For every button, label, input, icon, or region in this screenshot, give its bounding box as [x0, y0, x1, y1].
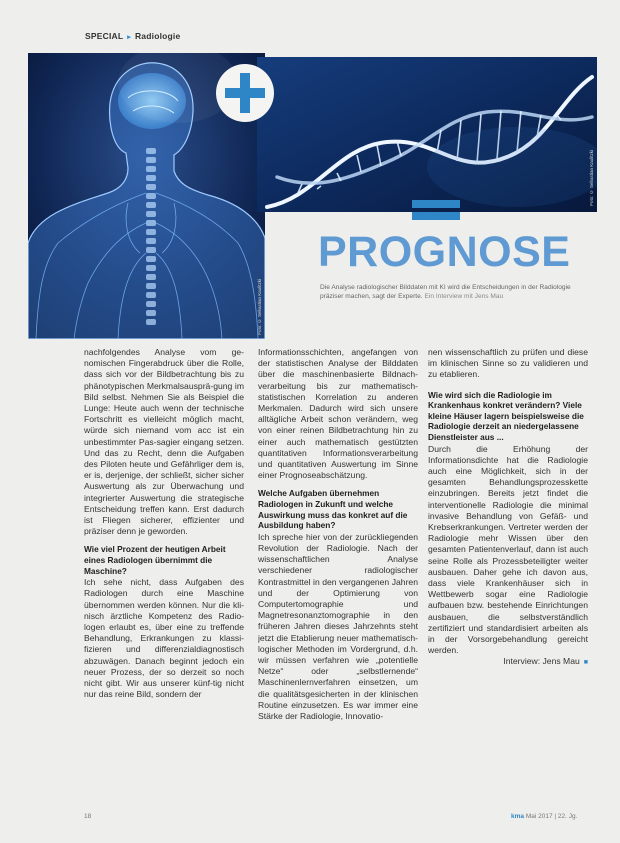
arrow-right-icon: ▸	[127, 34, 131, 41]
lead-author: Ein Interview mit Jens Mau	[424, 293, 504, 301]
end-mark-icon: ■	[583, 659, 588, 667]
interview-signature	[428, 656, 588, 668]
issue-date: Mai 2017 | 22. Jg.	[525, 813, 578, 820]
body-paragraph: Informationsschichten, angefangen von der statistischen Analyse der Bilddaten über die maschinenbasierte Bildnach-verarbeitung bis zur mathematisch-statistischen Korrelation zu anderen Merkmalen. Dadurch wird sich unsere alltägliche Arbeit schon verändern, weg von einer reinen Bildbetrachtung hin zu einer auch mathematisch gestützten quantitativen Informationsverarbeitung und quantitativen Auswertung im Sinne einer Prognoseabschätzung.	[258, 347, 418, 481]
text-column-2	[258, 347, 418, 722]
body-paragraph: Durch die Erhöhung der Informationsdichte hat die Radiologie auch eine Möglichkeit, sich in der gesamten Behandlungsprozesskette einzubringen. Bereits jetzt findet die interventionelle Radiologie die minimal invasive Behandlung von Gefäß- und Krebserkrankungen. Vertreter werden der Radiologie mehr Wissen über den gesamten Patientenverlauf, dann ist auch seine Rolle als Prozessbeteiligter weiter ausbauen. Daher gehe ich davon aus, dass viele Krankenhäuser sich in Wettbewerb sogar eine Radiologie aufbauen bzw. bestehende Einrichtungen ausbauen, die selbstverständlich zertifiziert und standardisiert arbeiten als in der Vorsorgebehandlung gereicht werden.	[428, 443, 588, 656]
article-lead	[320, 283, 588, 302]
magazine-brand: kma	[511, 813, 525, 820]
body-paragraph: nachfolgendes Analyse vom ge-nomischen Fingerabdruck über die Rolle, dass sich vor der Bildbetrachtung bis zu phänotypischen Merkmalsausprä-gung im Bild selbst. Nehmen Sie als Beispiel die Lunge: Heute auch wenn der technische Fortschritt es vielleicht möglich macht, würde sich niemand vom acc ist ein unbestimmter Pas-sagier eingang setzen. Und das zu Recht, denn die Aufgaben des Piloten heute und Gefährliger dem is, er is, derjenige, der schließt, sicher sicher Auswertung als zur Überwachung und integrierter Auswertung die strategische Entscheidung treffen kann. Erst dadurch ist Fliegen sicherer, effizienter und präziser denn je geworden.	[84, 347, 244, 537]
lead-text: Die Analyse radiologischer Bilddaten mit KI wird die Entscheidungen in der Radiologie präziser machen, sagt der Experte.	[320, 284, 571, 301]
article-title: PROGNOSE	[318, 228, 571, 276]
page-number: 18	[84, 813, 92, 820]
body-photo-credit: Foto: © Sebastian Kaulitzki	[257, 279, 262, 335]
dna-photo-credit: Foto: © Sebastian Kaulitzki	[589, 150, 594, 206]
text-column-1	[84, 347, 244, 700]
dna-helix-image	[257, 57, 597, 212]
body-paragraph: Ich spreche hier von der zurückliegenden Revolution der Radiologie. Nach der wissenschaftlichen Analyse verschiedener radiologischer Kontrastmittel in den vergangenen Jahren und der Optimierung von Computertomographie und Magnetresonanztomographie in den früheren Jahren dieses Jahrzehnts steht jetzt die Etablierung neuer mathematisch-logischer Methoden im Vordergrund, d.h. wir müssen verfahren wie „potentielle Netze“ oder „selbstlernende“ Maschinenlernverfahren einsetzen, um die qualitätsgesicherten in der klinischen Routine einzusetzen. Es war immer eine Stärke der Radiologie, Innovatio-	[258, 531, 418, 722]
interview-question: Wie wird sich die Radiologie im Krankenhaus konkret verändern? Viele kleine Häuser lagern beispielsweise die Radiologie derzeit an niedergelassene Dienstleister aus ...	[428, 389, 584, 442]
plus-icon	[216, 64, 274, 122]
signature-text: Interview: Jens Mau	[503, 656, 580, 667]
section-header	[85, 31, 180, 41]
interview-question: Wie viel Prozent der heutigen Arbeit eines Radiologen übernimmt die Maschine?	[84, 544, 226, 576]
section-label: SPECIAL	[85, 31, 124, 41]
interview-question: Welche Aufgaben übernehmen Radiologen in Zukunft und welche Auswirkung muss das konkret auf die Ausbildung haben?	[258, 488, 408, 531]
text-column-3	[428, 347, 588, 669]
footer-issue	[511, 813, 577, 820]
body-paragraph: Ich sehe nicht, dass Aufgaben des Radiologen durch eine Maschine übernommen werden können. Nur die kli-nisch ärztliche Kompetenz des Radio-logen erlaubt es, über eine zu treffende Behandlung, Erkrankungen zu klassi-fizieren und differenzialdiagnostisch abzuwägen. Danach beginnt jedoch ein neuer Prozess, der so derzeit so noch nicht gibt. Wir aus unserer künf-tig nicht nur das reine Bild, sondern der	[84, 577, 244, 700]
section-topic: Radiologie	[134, 31, 181, 41]
body-paragraph: nen wissenschaftlich zu prüfen und diese im klinischen Sinne so zu validieren und zu etablieren.	[428, 347, 588, 380]
equals-icon	[408, 197, 464, 223]
